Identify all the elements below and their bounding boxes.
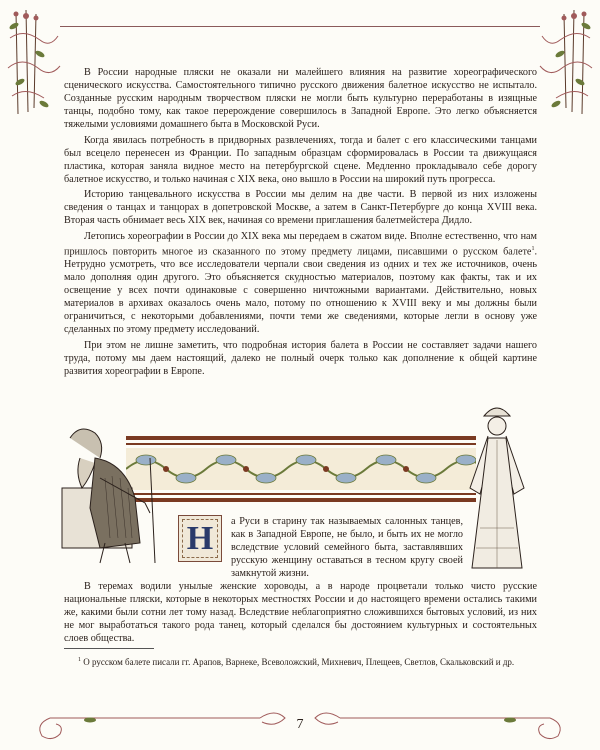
page-number: 7 xyxy=(296,717,304,732)
dropcap-letter: Н xyxy=(186,519,214,557)
paragraph-text: Нетрудно усмотреть, что все исследователи черпали свои сведения из одних и тех же источников, очень мало дополняя один другого. Это объясняется скудностью материалов, поэтому как факты, так и их освещение у всех почти одинаковые с совершенно ничтожными вариантами. Действительно, новых материалов в архивах оказалось очень мало, потому по отношению к XVIII веку и мы должны были ограничиться, с некоторыми добавлениями, почти теми же сведениями, которые легли в основу уже сделанных по этому предмету исследований. xyxy=(64,259,537,336)
footnote-text: О русском балете писали гг. Арапов, Варнеке, Всеволожский, Михневич, Плещеев, Светлов, Скальковский и др. xyxy=(83,657,515,667)
corner-ornament-right-icon xyxy=(536,8,596,118)
paragraph: Когда явилась потребность в придворных развлечениях, тогда и балет с его классическими танцами был всецело перенесен из Франции. По западным образцам сформировалась в России та движущаяся пластика, которая заняла видное место на петербургской сцене. Медленно прокладывало себе дорогу балетное искусство, и только начиная с XIX века, оно вышло в России на широкий путь прогресса. xyxy=(64,134,537,185)
footnote-marker: 1 xyxy=(531,245,535,252)
paragraph: Историю танцевального искусства в России мы делим на две части. В первой из них изложены сведения о танцах и танцорах в допетровской Москве, а затем в Санкт-Петербурге до конца XVIII века. Вторая часть обнимает весь XIX век, начиная со времени приглашения балетмейстера Дидло. xyxy=(64,189,537,227)
lower-text xyxy=(64,580,537,645)
footnote-rule xyxy=(64,648,154,649)
footnote xyxy=(64,654,537,668)
paragraph-text: Летопись хореографии в России до XIX века мы передаем в сжатом виде. Вполне естественно, что нам пришлось повторить многое из сказанного по этому предмету лицами, писавшими о русском балете xyxy=(64,230,537,258)
dropcap-frame xyxy=(178,515,222,562)
woman-in-kokoshnik-illustration xyxy=(460,398,535,573)
old-man-illustration xyxy=(50,418,170,568)
paragraph: Летопись хореографии в России до XIX века мы передаем в сжатом виде. Вполне естественно, что нам пришлось повторить многое из сказанного по этому предмету лицами, писавшими о русском балете$^1$. Нетрудно усмотреть, что все исследователи черпали свои сведения из одних и тех же источников, очень мало дополняя один другого. Это объясняется скудностью материалов, поэтому как факты, так и их освещение у всех почти одинаковые с совершенно ничтожными вариантами. Действительно, новых материалов в архивах оказалось очень мало, потому по отношению к XVIII веку и мы должны были ограничиться, с некоторыми добавлениями, почти теми же сведениями, которые легли в основу уже сделанных по этому предмету исследований. xyxy=(64,230,537,336)
paragraph: а Руси в старину так называемых салонных танцев, как в Западной Европе, не было, и быть их не могло вследствие условий семейного быта, заставлявших русскую женщину оставаться в тесном кругу своей замкнутой жизни. xyxy=(231,516,463,580)
footnote-marker: 1 xyxy=(78,657,81,663)
corner-ornament-left-icon xyxy=(4,8,64,118)
body-text xyxy=(64,66,537,380)
paragraph: В теремах водили унылые женские хороводы, а в народе процветали только чисто русские национальные пляски, которые в некоторых местностях России и до настоящего времени остались такими же, какими были сотни лет тому назад. Вследствие неблагоприятно сложившихся бытовых условий, из них не мог выработаться такого рода танец, который сделался бы достоянием культурных и состоятельных слоев общества. xyxy=(64,581,537,645)
paragraph: В России народные пляски не оказали ни малейшего влияния на развитие хореографического сценического искусства. Самостоятельного типично русского движения балетное искусство не испытало. Созданные русским народным творчеством пляски не могли быть культурно переработаны в изящные танцы, подобно тому, как такое перерождение совершилось в Западной Европе. Это легко объясняется тяжелыми условиями домашнего быта в Московской Руси. xyxy=(64,67,537,131)
dropcap-paragraph xyxy=(231,515,463,580)
vine-band-icon xyxy=(126,434,476,504)
footnote-paragraph xyxy=(64,654,537,668)
paragraph: При этом не лишне заметить, что подробная история балета в России не составляет задачи нашего труда, потому мы даем настоящий, далеко не полный очерк только как дополнение к общей картине развития хореографии в Европе. xyxy=(64,339,537,377)
top-frame-rule xyxy=(60,26,540,29)
